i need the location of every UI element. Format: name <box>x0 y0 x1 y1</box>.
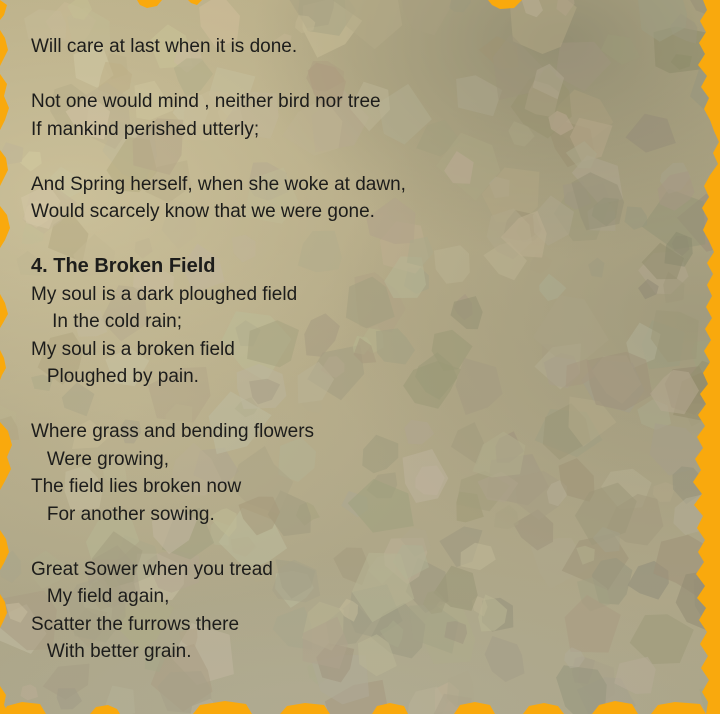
poem-line: The field lies broken now <box>31 476 242 497</box>
orange-left-fragment <box>0 422 12 490</box>
orange-left-fragment <box>0 294 8 328</box>
blank-line <box>31 61 710 89</box>
blank-line <box>31 528 710 556</box>
poem-text <box>31 33 710 666</box>
orange-bottom-fragment <box>454 702 495 714</box>
poem-line: In the cold rain; <box>31 311 183 332</box>
orange-bottom-fragment <box>651 702 706 714</box>
poem-line: If mankind perished utterly; <box>31 118 260 140</box>
orange-top-fragment <box>137 0 162 8</box>
orange-left-fragment <box>0 74 9 130</box>
section-heading: 4. The Broken Field <box>31 255 216 277</box>
orange-bottom-fragment <box>3 702 46 714</box>
poem-line: And Spring herself, when she woke at dawn, <box>31 173 406 195</box>
poem-line: Ploughed by pain. <box>31 366 199 387</box>
orange-left-fragment <box>0 0 7 20</box>
blank-line <box>31 226 710 254</box>
poem-line: Not one would mind , neither bird nor tree <box>31 91 381 112</box>
poem-line: My soul is a broken field <box>31 338 235 360</box>
orange-bottom-fragment <box>280 703 330 714</box>
poem-line: Where grass and bending flowers <box>31 421 315 442</box>
poem-line: With better grain. <box>31 641 192 662</box>
orange-left-fragment <box>0 530 9 570</box>
poem-line: My soul is a dark ploughed field <box>31 283 298 305</box>
poem-line: Were growing, <box>31 448 169 470</box>
orange-bottom-fragment <box>592 701 638 714</box>
blank-line <box>31 143 710 171</box>
orange-bottom-fragment <box>193 701 252 714</box>
blank-line <box>31 391 710 419</box>
poem-line: Will care at last when it is done. <box>31 36 298 57</box>
poem-line: My field again, <box>31 586 170 607</box>
orange-left-fragment <box>0 30 8 66</box>
poem-line: Great Sower when you tread <box>31 558 273 580</box>
orange-left-fragment <box>0 350 6 380</box>
orange-left-fragment <box>0 206 10 248</box>
poem-line: Scatter the furrows there <box>31 613 240 635</box>
poem-line: Would scarcely know that we were gone. <box>31 201 375 222</box>
orange-left-fragment <box>0 150 8 186</box>
orange-left-fragment <box>0 594 7 628</box>
orange-top-fragment <box>188 0 202 5</box>
poem-line: For another sowing. <box>31 503 215 525</box>
orange-bottom-fragment <box>90 705 120 714</box>
orange-top-fragment <box>488 0 522 9</box>
orange-bottom-fragment <box>523 703 564 714</box>
orange-bottom-fragment <box>372 703 408 714</box>
